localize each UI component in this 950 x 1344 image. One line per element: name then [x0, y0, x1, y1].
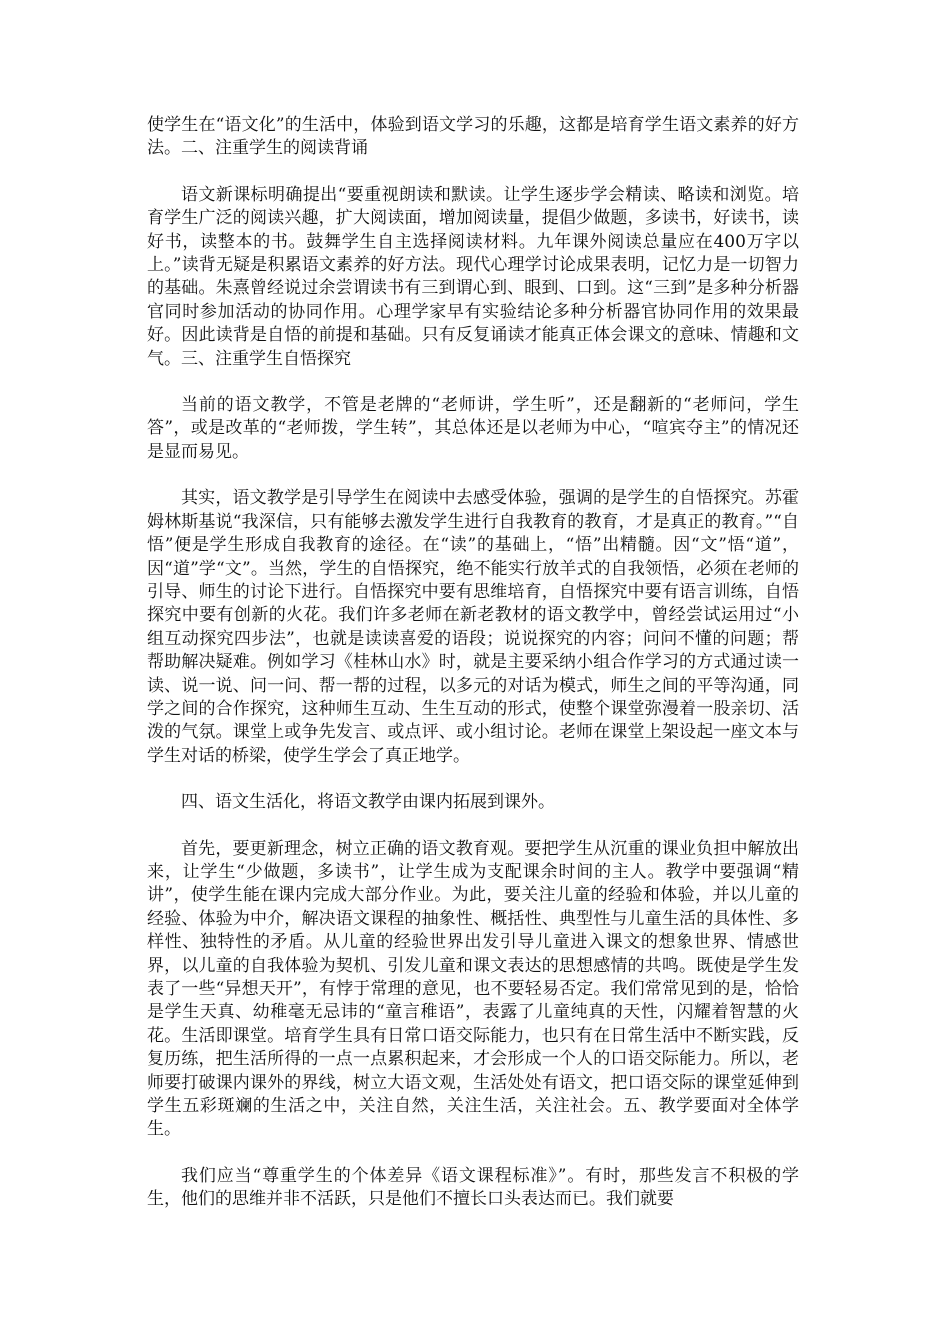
paragraph-3: 当前的语文教学，不管是老牌的“老师讲，学生听”，还是翻新的“老师问，学生答”，或是改革的“老师拨，学生转”，其总体还是以老师为中心，“喧宾夺主”的情况还是显而易见。 [147, 395, 799, 462]
paragraph-7: 我们应当“尊重学生的个体差异《语文课程标准》”。有时，那些发言不积极的学生，他们的思维并非不活跃，只是他们不擅长口头表达而已。我们就要 [147, 1165, 799, 1210]
section-heading-4: 四、语文生活化，将语文教学由课内拓展到课外。 [181, 792, 555, 813]
paragraph-1: 使学生在“语文化”的生活中，体验到语文学习的乐趣，这都是培育学生语文素养的好方法。二、注重学生的阅读背诵 [147, 115, 799, 159]
paragraph-4: 其实，语文教学是引导学生在阅读中去感受体验，强调的是学生的自悟探究。苏霍姆林斯基说“我深信，只有能够去激发学生进行自我教育的教育，才是真正的教育。”“自悟”便是学生形成自我教育的途径。在“读”的基础上，“悟”出精髓。因“文”悟“道”，因“道”学“文”。当然，学生的自悟探究，绝不能实行放羊式的自我领悟，必须在老师的引导、师生的讨论下进行。自悟探究中要有思维培育，自悟探究中要有语言训练，自悟探究中要有创新的火花。我们许多老师在新老教材的语文教学中，曾经尝试运用过“小组互动探究四步法”，也就是读读喜爱的语段；说说探究的内容；问问不懂的问题；帮帮助解决疑难。例如学习《桂林山水》时，就是主要采纳小组合作学习的方式通过读一读、说一说、问一问、帮一帮的过程，以多元的对话为模式，师生之间的平等沟通，同学之间的合作探究，这种师生互动、生生互动的形式，使整个课堂弥漫着一股亲切、活泼的气氛。课堂上或争先发言、或点评、或小组讨论。老师在课堂上架设起一座文本与学生对话的桥梁，使学生学会了真正地学。 [147, 488, 799, 766]
paragraph-2: 语文新课标明确提出“要重视朗读和默读。让学生逐步学会精读、略读和浏览。培育学生广泛的阅读兴趣，扩大阅读面，增加阅读量，提倡少做题，多读书，好读书，读好书，读整本的书。鼓舞学生自主选择阅读材料。九年课外阅读总量应在400万字以上。”读背无疑是积累语文素养的好方法。现代心理学讨论成果表明，记忆力是一切智力的基础。朱熹曾经说过余尝谓读书有三到谓心到、眼到、口到。这“三到”是多种分析器官同时参加活动的协同作用。心理学家早有实验结论多种分析器官协同作用的效果最好。因此读背是自悟的前提和基础。只有反复诵读才能真正体会课文的意味、情趣和文气。三、注重学生自悟探究 [147, 184, 799, 369]
paragraph-6: 首先，要更新理念，树立正确的语文教育观。要把学生从沉重的课业负担中解放出来，让学生“少做题，多读书”，让学生成为支配课余时间的主人。教学中要强调“精讲”，使学生能在课内完成大部分作业。为此，要关注儿童的经验和体验，并以儿童的经验、体验为中介，解决语文课程的抽象性、概括性、典型性与儿童生活的具体性、多样性、独特性的矛盾。从儿童的经验世界出发引导儿童进入课文的想象世界、情感世界，以儿童的自我体验为契机、引发儿童和课文表达的思想感情的共鸣。既使是学生发表了一些“异想天开”，有悖于常理的意见，也不要轻易否定。我们常常见到的是，恰恰是学生天真、幼稚毫无忌讳的“童言稚语”，表露了儿童纯真的天性，闪耀着智慧的火花。生活即课堂。培育学生具有日常口语交际能力，也只有在日常生活中不断实践，反复历练，把生活所得的一点一点累积起来，才会形成一个人的口语交际能力。所以，老师要打破课内课外的界线，树立大语文观，生活处处有语文，把口语交际的课堂延伸到学生五彩斑斓的生活之中，关注自然，关注生活，关注社会。五、教学要面对全体学生。 [147, 838, 799, 1140]
document-body [147, 114, 799, 1235]
